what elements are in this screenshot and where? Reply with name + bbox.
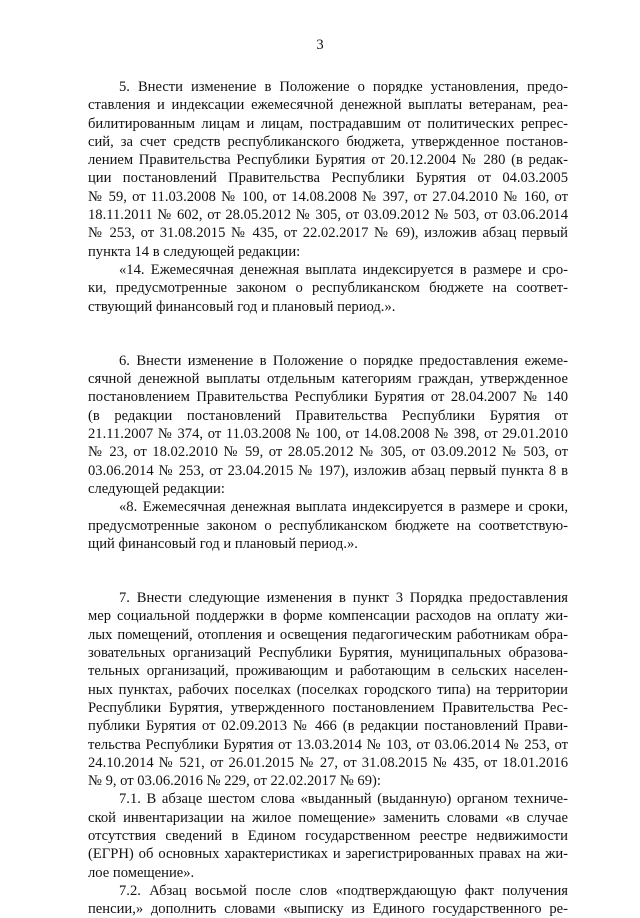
- paragraph-p5: [88, 78, 568, 261]
- text-line: «8. Ежемесячная денежная выплата индексируется в размере и сроки,: [119, 499, 568, 516]
- text-line: лением Правительства Республики Бурятия от 20.12.2004 № 280 (в редак-: [88, 152, 568, 169]
- paragraph-p6q: [88, 498, 568, 553]
- text-line: ции постановлений Правительства Республики Бурятия от 04.03.2005: [88, 170, 568, 187]
- paragraph-spacer: [88, 553, 568, 589]
- text-line: 18.11.2011 № 602, от 28.05.2012 № 305, от 03.09.2012 № 503, от 03.06.2014: [88, 207, 568, 224]
- text-line: 7. Внести следующие изменения в пункт 3 Порядка предоставления: [119, 590, 568, 607]
- text-line: 6. Внести изменение в Положение о порядке предоставления ежеме-: [119, 352, 568, 369]
- paragraph-p71: [88, 790, 568, 881]
- text-line: постановлением Правительства Республики Бурятия от 28.04.2007 № 140: [88, 389, 568, 406]
- text-line: (ЕГРН) об основных характеристиках и зарегистрированных правах на жи-: [88, 846, 568, 863]
- text-line: лое помещение».: [88, 864, 195, 881]
- text-line: следующей редакции:: [88, 480, 225, 497]
- text-line: ской инвентаризации на жилое помещение» заменить словами «в случае: [88, 809, 568, 826]
- text-line: отсутствия сведений в Едином государственном реестре недвижимости: [88, 827, 568, 844]
- text-line: билитированным лицам и лицам, пострадавшим от политических репрес-: [88, 115, 568, 132]
- text-line: тельных организаций, проживающим и работающим в сельских населен-: [88, 663, 568, 680]
- page-number: 3: [316, 37, 324, 53]
- text-line: щий финансовый год и плановый период.».: [88, 535, 358, 552]
- text-line: тельства Республики Бурятия от 13.03.2014 № 103, от 03.06.2014 № 253, от: [88, 736, 568, 753]
- text-line: ных пунктах, рабочих поселках (поселках городского типа) на территории: [88, 681, 568, 698]
- text-line: «14. Ежемесячная денежная выплата индексируется в размере и сро-: [119, 261, 568, 278]
- text-line: ки, предусмотренные законом о республиканском бюджете на соответ-: [88, 280, 568, 297]
- paragraph-spacer: [88, 316, 568, 352]
- text-line: 21.11.2007 № 374, от 11.03.2008 № 100, от 14.08.2008 № 398, от 29.01.2010: [88, 426, 568, 443]
- paragraph-p6: [88, 352, 568, 498]
- text-line: № 253, от 31.08.2015 № 435, от 22.02.2017 № 69), изложив абзац первый: [88, 225, 568, 242]
- document-body: [88, 78, 568, 918]
- text-line: ствующий финансовый год и плановый период.».: [88, 298, 396, 315]
- text-line: сячной денежной выплаты отдельным категориям граждан, утвержденное: [88, 371, 568, 388]
- text-line: сий, за счет средств республиканского бюджета, утвержденное постанов-: [88, 133, 568, 150]
- text-line: мер социальной поддержки в форме компенсации расходов на оплату жи-: [88, 608, 568, 625]
- text-line: публики Бурятия от 02.09.2013 № 466 (в редакции постановлений Прави-: [88, 718, 568, 735]
- text-line: пенсии,» дополнить словами «выписку из Единого государственного ре-: [88, 901, 568, 918]
- text-line: Республики Бурятия, утвержденного постановлением Правительства Рес-: [88, 699, 568, 716]
- text-line: № 9, от 03.06.2016 № 229, от 22.02.2017 № 69):: [88, 773, 381, 790]
- paragraph-p7: [88, 589, 568, 790]
- text-line: пункта 14 в следующей редакции:: [88, 243, 301, 260]
- text-line: 24.10.2014 № 521, от 26.01.2015 № 27, от 31.08.2015 № 435, от 18.01.2016: [88, 754, 568, 771]
- text-line: (в редакции постановлений Правительства Республики Бурятия от: [88, 407, 568, 424]
- text-line: 7.1. В абзаце шестом слова «выданный (выданную) органом техниче-: [119, 791, 568, 808]
- text-line: 03.06.2014 № 253, от 23.04.2015 № 197), изложив абзац первый пункта 8 в: [88, 462, 568, 479]
- paragraph-p72: [88, 882, 568, 918]
- text-line: № 59, от 11.03.2008 № 100, от 14.08.2008 № 397, от 27.04.2010 № 160, от: [88, 188, 568, 205]
- text-line: 7.2. Абзац восьмой после слов «подтверждающую факт получения: [119, 882, 568, 899]
- paragraph-p5q: [88, 261, 568, 316]
- text-line: лых помещений, отопления и освещения педагогическим работникам обра-: [88, 626, 568, 643]
- text-line: 5. Внести изменение в Положение о порядке установления, предо-: [119, 79, 568, 95]
- text-line: зовательных организаций Республики Бурятия, муниципальных образова-: [88, 645, 568, 662]
- text-line: ставления и индексации ежемесячной денежной выплаты ветеранам, реа-: [88, 97, 568, 114]
- text-line: № 23, от 18.02.2010 № 59, от 28.05.2012 № 305, от 03.09.2012 № 503, от: [88, 444, 568, 461]
- text-line: предусмотренные законом о республиканском бюджете на соответствую-: [88, 517, 568, 534]
